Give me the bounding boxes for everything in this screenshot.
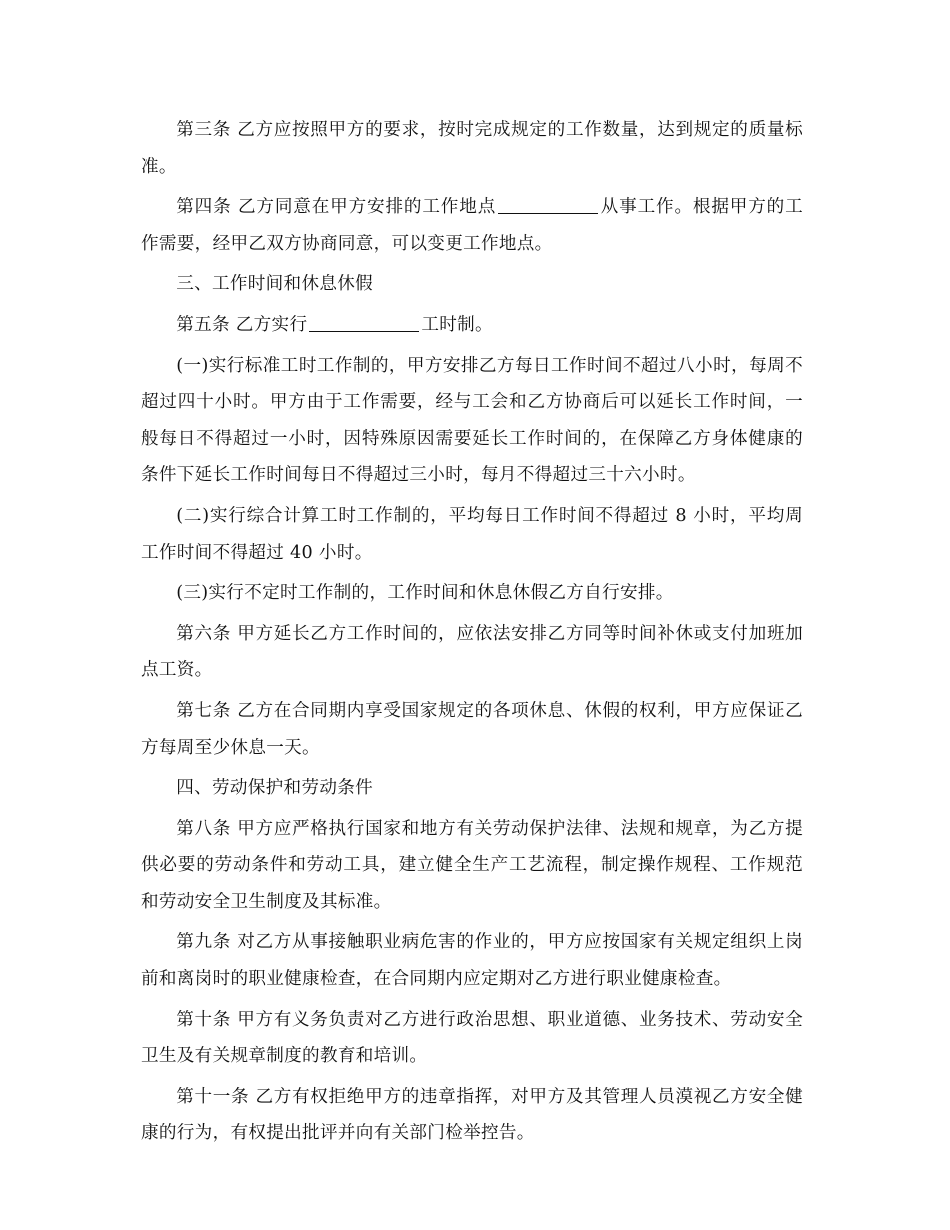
article-6: 第六条 甲方延长乙方工作时间的，应依法安排乙方同等时间补休或支付加班加点工资。: [141, 623, 803, 681]
article-5-item-1: (一)实行标准工时工作制的，甲方安排乙方每日工作时间不超过八小时，每周不超过四十小时。甲方由于工作需要，经与工会和乙方协商后可以延长工作时间，一般每日不得超过一小时，因特殊原因需要延长工作时间的，在保障乙方身体健康的条件下延长工作时间每日不得超过三小时，每月不得超过三十六小时。: [141, 355, 803, 486]
article-11: 第十一条 乙方有权拒绝甲方的违章指挥，对甲方及其管理人员漠视乙方安全健康的行为，有权提出批评并向有关部门检举控告。: [141, 1086, 803, 1144]
section-4-heading: 四、劳动保护和劳动条件: [176, 778, 374, 799]
article-4: [141, 189, 803, 262]
work-location-blank: [498, 195, 598, 214]
document-body: [141, 112, 803, 1156]
section-3-heading: 三、工作时间和休息休假: [176, 274, 374, 295]
article-5-text-a: 第五条 乙方实行: [176, 314, 308, 335]
article-5-text-b: 工时制。: [421, 314, 493, 335]
article-4-text-a: 第四条 乙方同意在甲方安排的工作地点: [176, 197, 497, 218]
working-hours-system-blank: [309, 313, 419, 332]
article-3: 第三条 乙方应按照甲方的要求，按时完成规定的工作数量，达到规定的质量标准。: [141, 120, 803, 177]
article-4-text-b: 从事工作。根据甲方的工作需要，经甲乙双方协商同意，可以变更工作地点。: [141, 197, 803, 254]
article-9: 第九条 对乙方从事接触职业病危害的作业的，甲方应按国家有关规定组织上岗前和离岗时的职业健康检查，在合同期内应定期对乙方进行职业健康检查。: [141, 932, 803, 990]
article-8: 第八条 甲方应严格执行国家和地方有关劳动保护法律、法规和规章，为乙方提供必要的劳动条件和劳动工具，建立健全生产工艺流程，制定操作规程、工作规范和劳动安全卫生制度及其标准。: [141, 818, 803, 912]
article-7: 第七条 乙方在合同期内享受国家规定的各项休息、休假的权利，甲方应保证乙方每周至少休息一天。: [141, 700, 803, 758]
article-10: 第十条 甲方有义务负责对乙方进行政治思想、职业道德、业务技术、劳动安全卫生及有关规章制度的教育和培训。: [141, 1009, 803, 1067]
article-5-item-3: (三)实行不定时工作制的，工作时间和休息休假乙方自行安排。: [176, 583, 674, 604]
article-5: [141, 307, 803, 344]
article-5-item-2: (二)实行综合计算工时工作制的，平均每日工作时间不得超过 8 小时，平均周工作时间不得超过 40 小时。: [141, 505, 803, 563]
